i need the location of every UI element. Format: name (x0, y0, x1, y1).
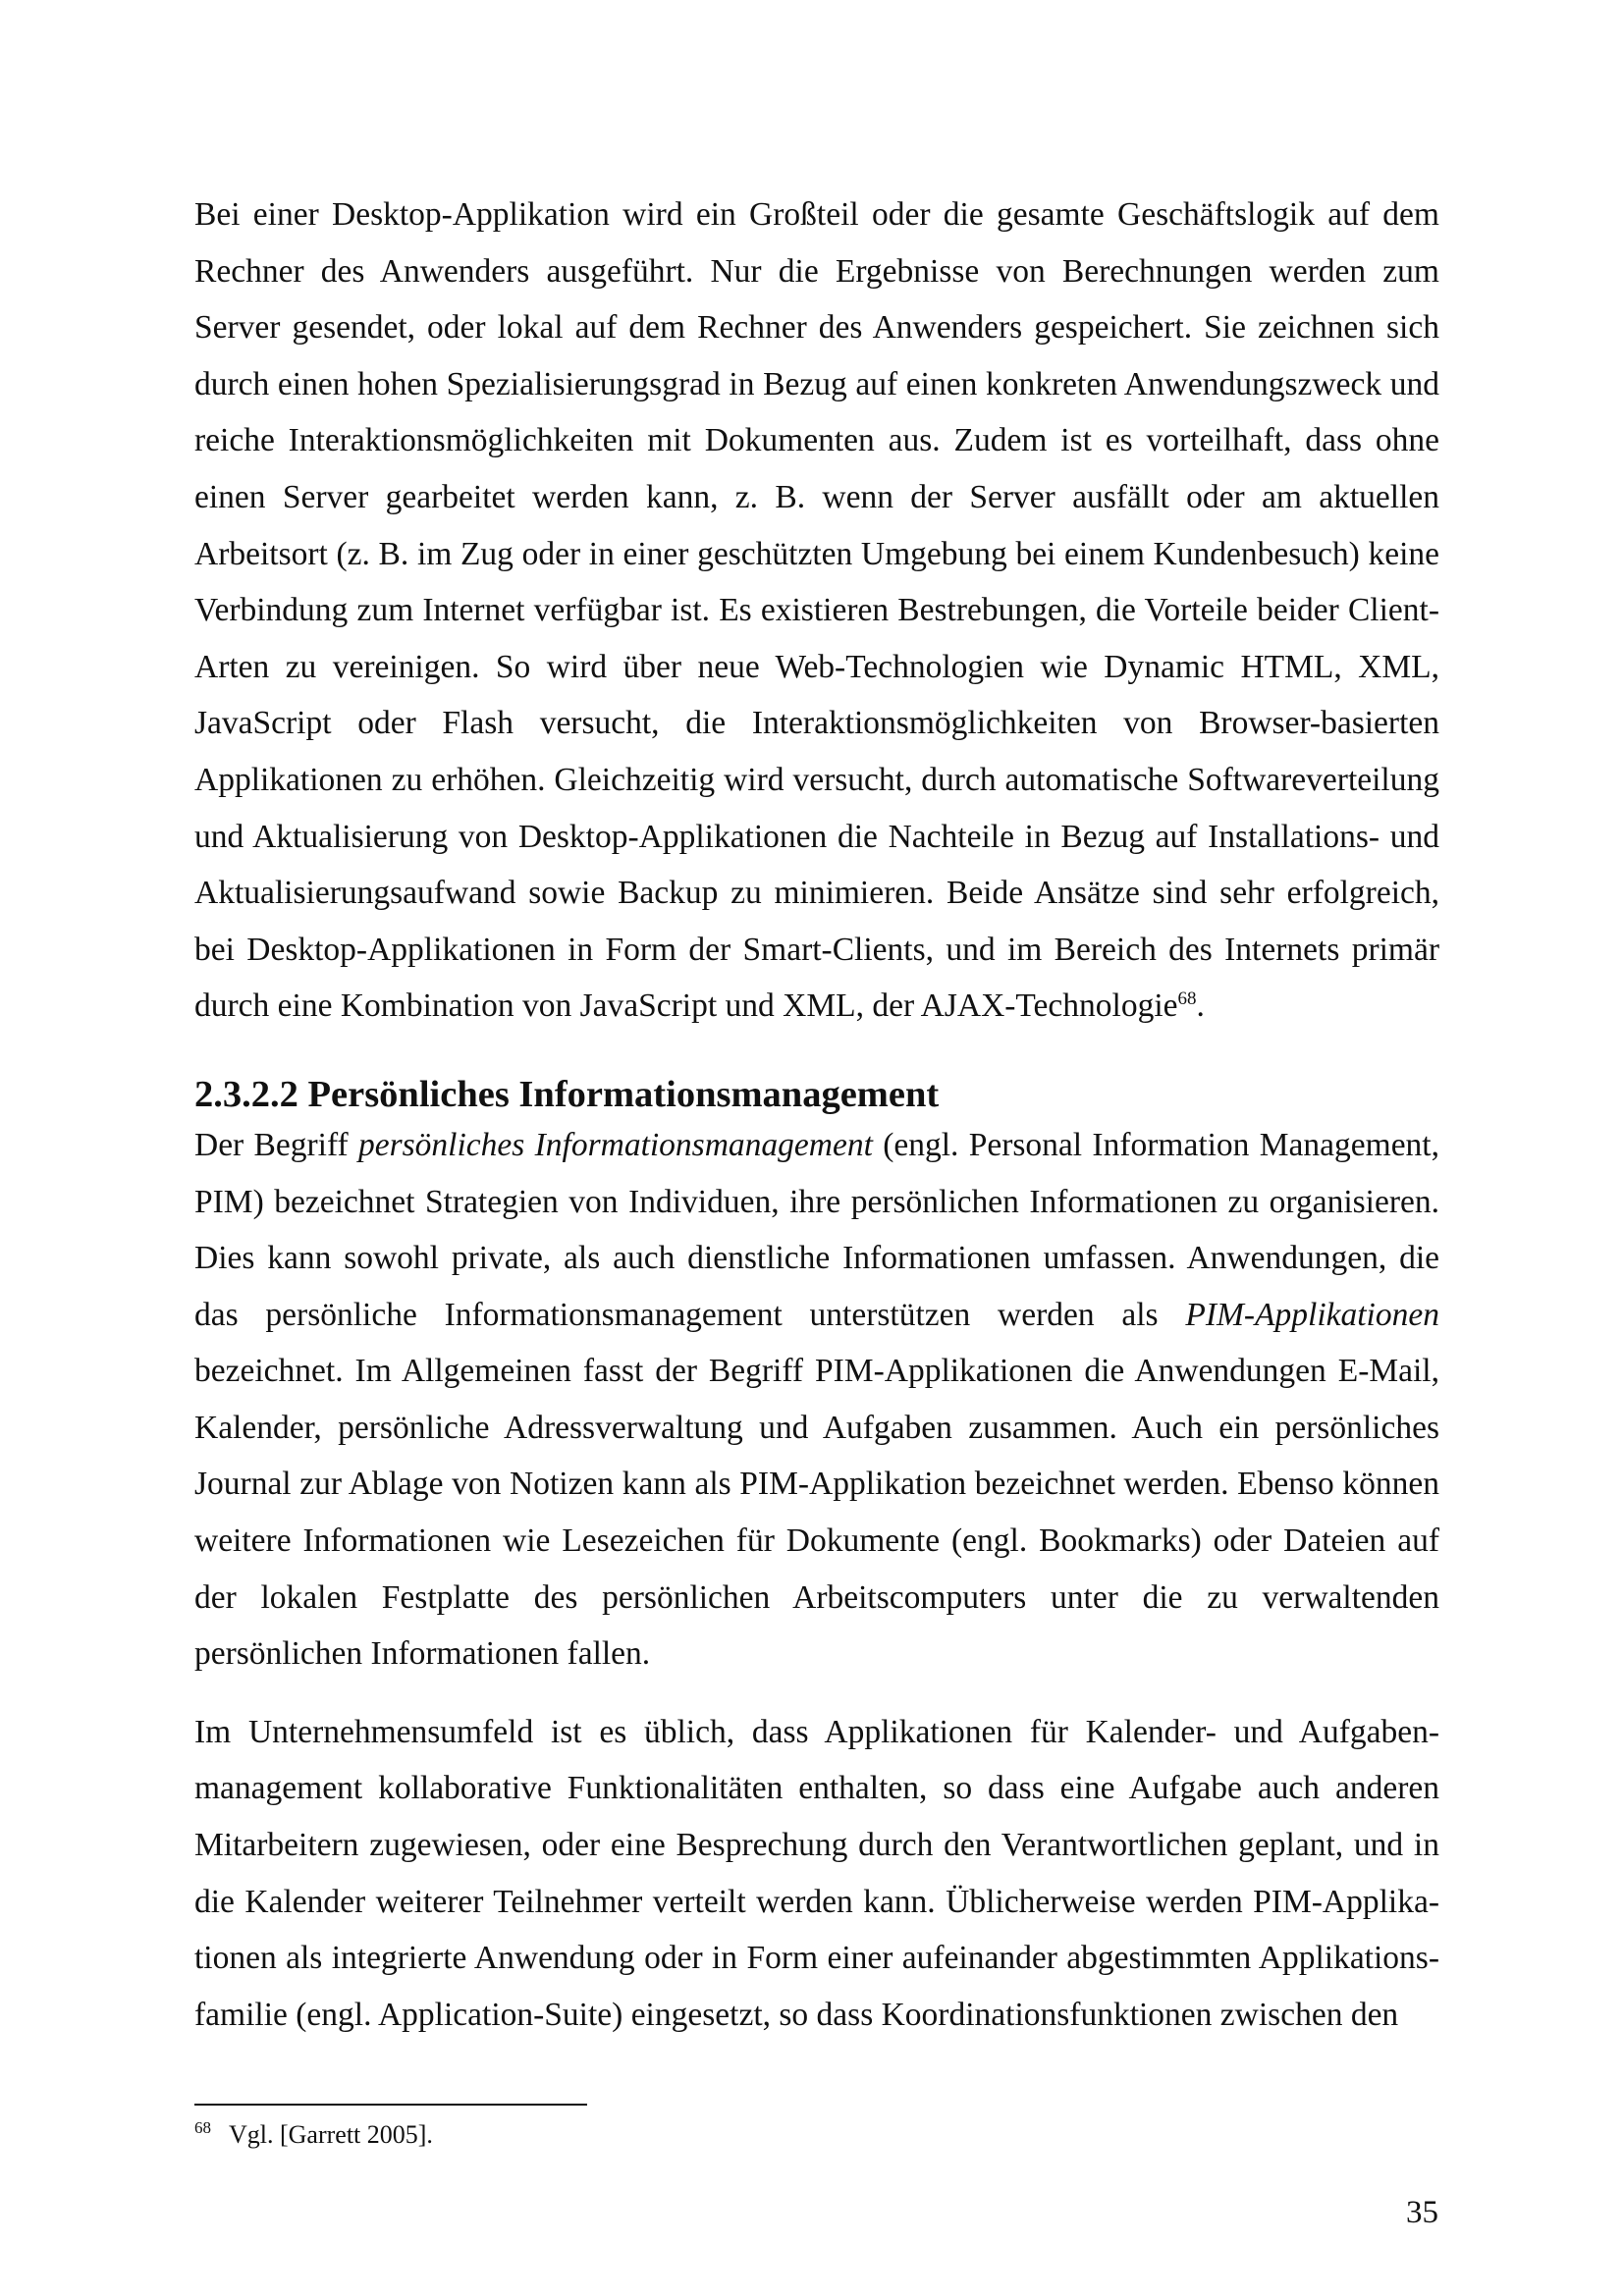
paragraph-pim-definition (194, 1117, 1439, 1682)
text-segment: Der Begriff (194, 1126, 358, 1163)
paragraph-text: Bei einer Desktop-Applikation wird ein Großteil oder die gesamte Geschäftslogik auf dem Rechner des Anwenders ausgeführt. Nur die Ergebnisse von Berechnungen werden zum Server gesendet, oder lokal auf dem Rechner des Anwenders gespeichert. Sie zeichnen sich durch einen hohen Spezialisierungsgrad in Bezug auf einen konkreten Anwendungszweck und reiche Interaktionsmöglichkeiten mit Dokumenten aus. Zudem ist es vorteilhaft, dass ohne einen Server gearbeitet werden kann, z. B. wenn der Server ausfällt oder am aktuellen Arbeitsort (z. B. im Zug oder in einer geschützten Umgebung bei einem Kundenbesuch) keine Verbindung zum Internet verfügbar ist. Es existieren Bestrebungen, die Vorteile beider Client-Arten zu vereinigen. So wird über neue Web-Technologien wie Dynamic HTML, XML, JavaScript oder Flash versucht, die Interaktionsmöglichkeiten von Browser-basierten Applikationen zu erhöhen. Gleichzeitig wird versucht, durch automatische Softwareverteilung und Aktualisierung von Desktop-Applikationen die Nachteile in Bezug auf Installations- und Aktualisierungsaufwand sowie Backup zu minimieren. Beide Ansätze sind sehr erfolgreich, bei Desktop-Applikationen in Form der Smart-Clients, und im Bereich des Internets primär durch eine Kombination von JavaScript und XML, der AJAX-Technologie (194, 196, 1439, 1025)
paragraph-enterprise: Im Unternehmensumfeld ist es üblich, dass Applikationen für Kalender- und Aufgabenmanagement kollaborative Funktionalitäten enthalten, so dass eine Aufgabe auch anderen Mitarbeitern zugewiesen, oder eine Besprechung durch den Verantwortlichen geplant, und in die Kalender weiterer Teilnehmer verteilt werden kann. Üblicherweise werden PIM-Applikationen als integrierte Anwendung oder in Form einer aufeinander abgestimmten Applikationsfamilie (engl. Application-Suite) eingesetzt, so dass Koordinationsfunktionen zwischen den (194, 1713, 1439, 2033)
text-segment: bezeichnet. Im Allgemeinen fasst der Begriff PIM-Applikationen die Anwendungen E-Mail, Kalender, persönliche Adressverwaltung und Aufgaben zusammen. Auch ein persönliches Journal zur Ablage von Notizen kann als PIM-Applikation bezeichnet werden. Ebenso können weitere Informationen wie Lesezeichen für Dokumente (engl. Bookmarks) oder Dateien auf der lokalen Festplatte des persönlichen Arbeitscomputers unter die zu verwaltenden persönlichen Informationen fallen. (194, 1353, 1439, 1673)
footnote-number: 68 (194, 2118, 211, 2138)
page-body (194, 187, 1439, 2043)
page-number: 35 (1406, 2195, 1438, 2230)
paragraph-end: . (1196, 988, 1205, 1025)
footnote-reference: 68 (1177, 988, 1197, 1010)
footnote (194, 2118, 433, 2152)
emphasis-term: persönliches Informationsmanagement (357, 1126, 873, 1163)
emphasis-term: PIM-Applikationen (1185, 1296, 1439, 1333)
footnote-text: Vgl. [Garrett 2005]. (229, 2120, 433, 2149)
footnote-divider (194, 2104, 587, 2106)
text-segment: (engl. Personal Information Management, PIM) bezeichnet Strategien von Individuen, ihre persönlichen Informationen zu organisieren. Dies kann sowohl private, als auch dienstliche Informationen umfassen. Anwendungen, die das persönliche Informationsmanagement unterstützen werden als (194, 1126, 1439, 1333)
paragraph-desktop-applications (194, 187, 1439, 1035)
section-heading: 2.3.2.2 Persönliches Informationsmanagement (194, 1073, 940, 1115)
